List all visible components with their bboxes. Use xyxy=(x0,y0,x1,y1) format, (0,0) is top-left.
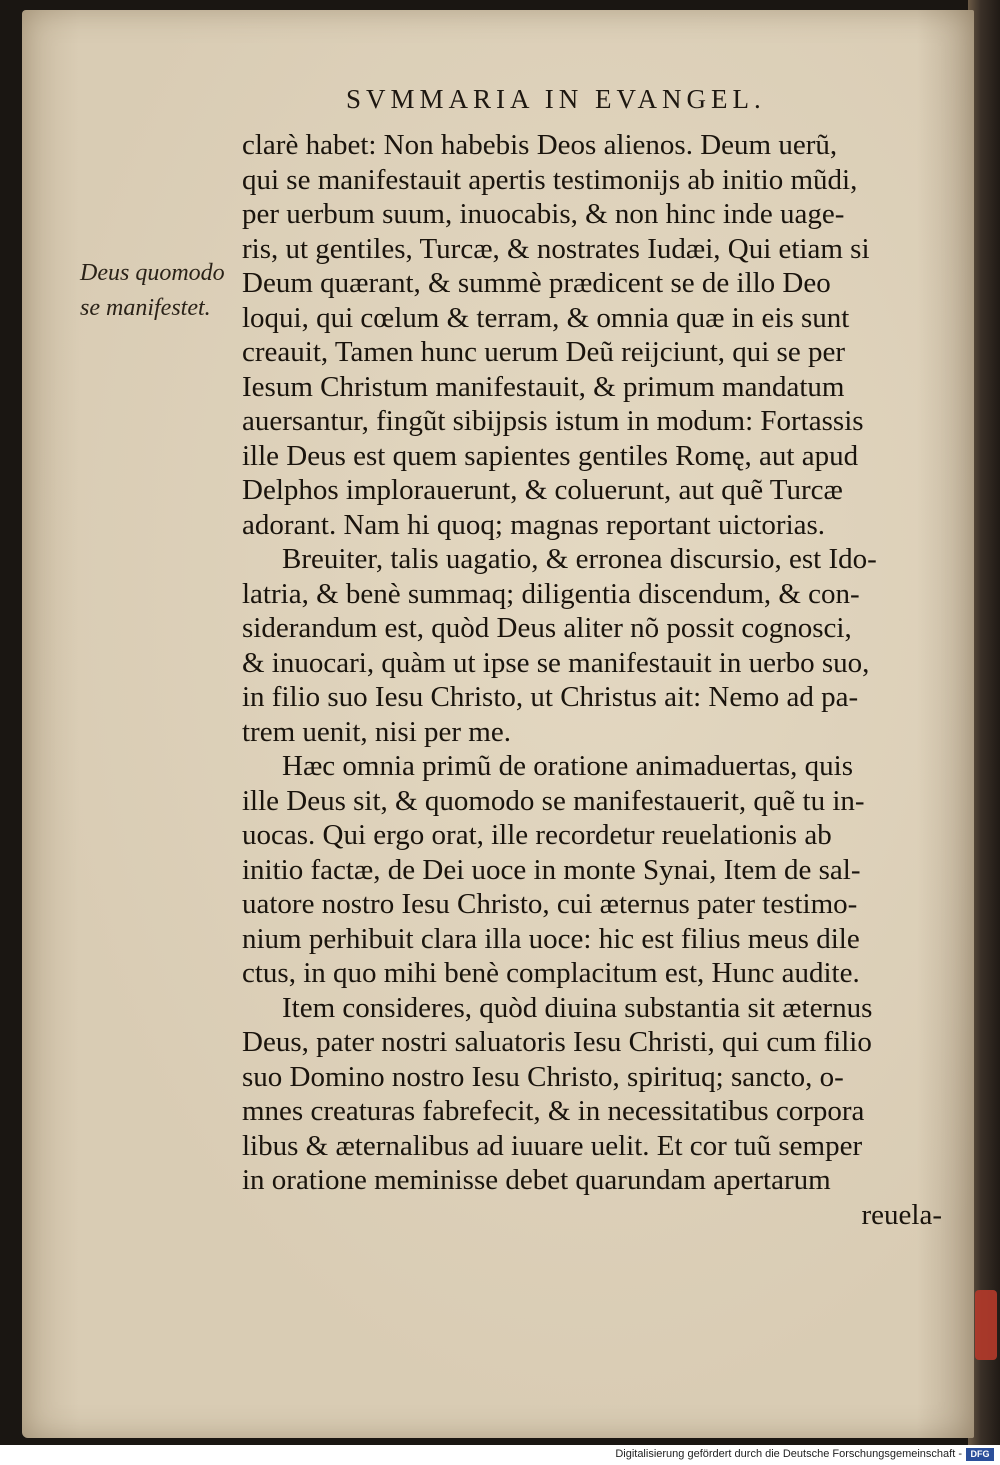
text-line: Item consideres, quòd diuina substantia sit æternus xyxy=(282,991,873,1024)
text-line: siderandum est, quòd Deus aliter nõ possit cognosci, xyxy=(242,612,852,644)
red-marker-strip xyxy=(975,1290,997,1360)
marginal-note-line: se manifestet. xyxy=(80,295,211,321)
text-line: creauit, Tamen hunc uerum Deũ reijciunt, qui se per xyxy=(242,336,845,368)
text-line: suo Domino nostro Iesu Christo, spirituq; sancto, o- xyxy=(242,1060,844,1093)
text-line: Breuiter, talis uagatio, & erronea discursio, est Ido- xyxy=(282,543,877,575)
text-line: Hæc omnia primũ de oratione animaduertas, quis xyxy=(282,750,853,782)
text-line: Deus, pater nostri saluatoris Iesu Christi, qui cum filio xyxy=(242,1026,872,1058)
dfg-logo: DFG xyxy=(966,1448,994,1461)
text-line: libus & æternalibus ad iuuare uelit. Et cor tuũ semper xyxy=(242,1129,863,1162)
text-line: loqui, qui cœlum & terram, & omnia quæ in eis sunt xyxy=(242,301,850,334)
marginal-note xyxy=(80,256,225,326)
text-line: & inuocari, quàm ut ipse se manifestauit in uerbo suo, xyxy=(242,646,870,679)
text-line: nium perhibuit clara illa uoce: hic est filius meus dile xyxy=(242,922,860,955)
text-line: uatore nostro Iesu Christo, cui æternus pater testimo- xyxy=(242,888,858,920)
text-line: adorant. Nam hi quoq; magnas reportant uictorias. xyxy=(242,508,826,541)
text-line: initio factæ, de Dei uoce in monte Synai, Item de sal- xyxy=(242,853,861,886)
text-line: mnes creaturas fabrefecit, & in necessitatibus corpora xyxy=(242,1095,865,1127)
text-line: latria, & benè summaq; diligentia discendum, & con- xyxy=(242,577,860,610)
footer-credit: Digitalisierung gefördert durch die Deutsche Forschungsgemeinschaft - xyxy=(615,1448,962,1460)
text-line: ille Deus est quem sapientes gentiles Romę, aut apud xyxy=(242,439,859,472)
text-line: ille Deus sit, & quomodo se manifestauerit, quẽ tu in- xyxy=(242,784,865,817)
text-line: Delphos implorauerunt, & coluerunt, aut quẽ Turcæ xyxy=(242,474,843,506)
footer-bar xyxy=(0,1445,1000,1465)
running-head: SVMMARIA IN EVANGEL. xyxy=(346,84,766,114)
body-text xyxy=(242,128,942,1232)
text-line: clarè habet: Non habebis Deos alienos. Deum uerũ, xyxy=(242,129,838,161)
text-line: qui se manifestauit apertis testimonijs ab initio mũdi, xyxy=(242,163,858,196)
text-line: ris, ut gentiles, Turcæ, & nostrates Iudæi, Qui etiam si xyxy=(242,232,870,265)
text-line: ctus, in quo mihi benè complacitum est, Hunc audite. xyxy=(242,957,860,989)
text-line: uocas. Qui ergo orat, ille recordetur reuelationis ab xyxy=(242,819,832,851)
text-line: Deum quærant, & summè prædicent se de illo Deo xyxy=(242,267,831,299)
text-line: per uerbum suum, inuocabis, & non hinc inde uage- xyxy=(242,198,845,230)
text-line: in oratione meminisse debet quarundam apertarum xyxy=(242,1164,831,1196)
text-line: auersantur, fingũt sibijpsis istum in modum: Fortassis xyxy=(242,405,864,437)
text-line: in filio suo Iesu Christo, ut Christus ait: Nemo ad pa- xyxy=(242,681,859,713)
text-line: trem uenit, nisi per me. xyxy=(242,715,511,748)
marginal-note-line: Deus quomodo xyxy=(80,260,225,286)
text-line: Iesum Christum manifestauit, & primum mandatum xyxy=(242,370,845,403)
catchword: reuela- xyxy=(861,1198,942,1231)
